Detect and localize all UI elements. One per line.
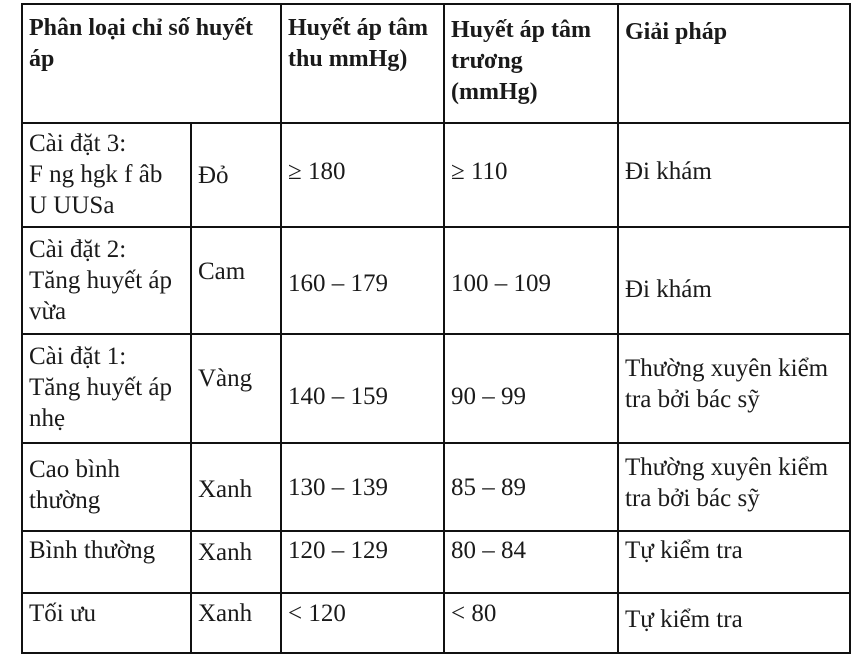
diastolic-cell: ≥ 110 xyxy=(444,123,618,227)
color-cell: Vàng xyxy=(191,334,281,443)
diastolic-cell: 80 – 84 xyxy=(444,531,618,593)
color-cell: Xanh xyxy=(191,531,281,593)
diastolic-cell: 85 – 89 xyxy=(444,443,618,531)
header-diastolic: Huyết áp tâm trương (mmHg) xyxy=(444,4,618,123)
systolic-cell: 130 – 139 xyxy=(281,443,444,531)
category-name: Tăng huyết áp nhẹ xyxy=(29,374,173,432)
category-name: Bình thường xyxy=(29,537,156,564)
category-name: Tăng huyết áp vừa xyxy=(29,267,173,325)
category-cell xyxy=(22,123,191,227)
table-row xyxy=(22,227,850,334)
category-cell xyxy=(22,443,191,531)
solution-cell: Đi khám xyxy=(618,227,850,334)
category-cell xyxy=(22,227,191,334)
header-category: Phân loại chỉ số huyết áp xyxy=(22,4,281,123)
solution-cell: Đi khám xyxy=(618,123,850,227)
category-cell xyxy=(22,593,191,653)
diastolic-cell: 100 – 109 xyxy=(444,227,618,334)
category-cell xyxy=(22,531,191,593)
table-row xyxy=(22,531,850,593)
grade-label: Cài đặt 3: xyxy=(29,130,127,157)
color-cell: Cam xyxy=(191,227,281,334)
header-systolic: Huyết áp tâm thu mmHg) xyxy=(281,4,444,123)
grade-label: Cài đặt 1: xyxy=(29,343,127,370)
systolic-cell: 140 – 159 xyxy=(281,334,444,443)
grade-label: Cài đặt 2: xyxy=(29,236,127,263)
color-cell: Đỏ xyxy=(191,123,281,227)
table-row xyxy=(22,334,850,443)
diastolic-cell: < 80 xyxy=(444,593,618,653)
table-row xyxy=(22,443,850,531)
header-row xyxy=(22,4,850,123)
category-name: Cao bình thường xyxy=(29,456,120,514)
systolic-cell: 160 – 179 xyxy=(281,227,444,334)
blood-pressure-table xyxy=(21,3,851,654)
solution-cell: Thường xuyên kiểm tra bởi bác sỹ xyxy=(618,334,850,443)
category-name: Tối ưu xyxy=(29,600,97,627)
solution-cell: Tự kiểm tra xyxy=(618,593,850,653)
color-cell: Xanh xyxy=(191,443,281,531)
systolic-cell: 120 – 129 xyxy=(281,531,444,593)
table-row xyxy=(22,123,850,227)
category-cell xyxy=(22,334,191,443)
diastolic-cell: 90 – 99 xyxy=(444,334,618,443)
table-row xyxy=(22,593,850,653)
header-solution: Giải pháp xyxy=(618,4,850,123)
category-name: F ng hgk f âb U UUSa xyxy=(29,161,163,219)
solution-cell: Thường xuyên kiểm tra bởi bác sỹ xyxy=(618,443,850,531)
color-cell: Xanh xyxy=(191,593,281,653)
systolic-cell: < 120 xyxy=(281,593,444,653)
systolic-cell: ≥ 180 xyxy=(281,123,444,227)
solution-cell: Tự kiểm tra xyxy=(618,531,850,593)
